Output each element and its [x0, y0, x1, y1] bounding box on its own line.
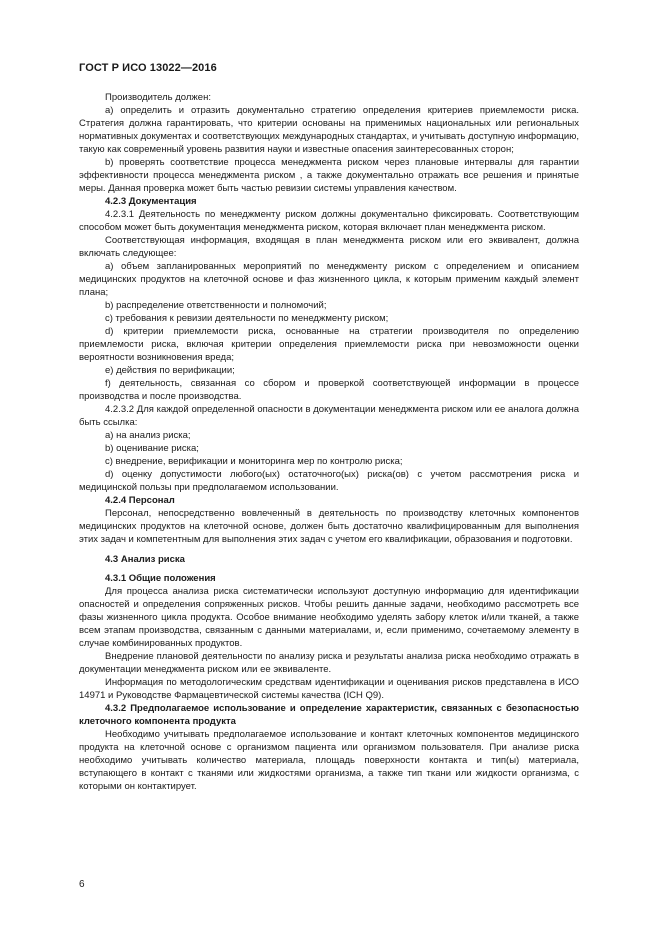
paragraph: Соответствующая информация, входящая в план менеджмента риском или его эквивалент, должна включать следующее:	[79, 235, 579, 259]
page-number: 6	[79, 879, 85, 890]
paragraph: d) оценку допустимости любого(ых) остаточного(ых) риска(ов) с учетом рассмотрения риска и медицинской пользы при предполагаемом использовании.	[79, 469, 579, 493]
paragraph: a) на анализ риска;	[105, 430, 191, 441]
paragraph: c) внедрение, верификации и мониторинга мер по контролю риска;	[105, 456, 403, 467]
paragraph: Информация по методологическим средствам идентификации и оценивания рисков представлена в ИСО 14971 и Руководстве Фармацевтической системы качества (ICH Q9).	[79, 677, 579, 701]
document-body	[79, 91, 579, 793]
paragraph: Внедрение плановой деятельности по анализу риска и результаты анализа риска необходимо отражать в документации менеджмента риском или ее эквиваленте.	[79, 651, 579, 675]
paragraph: 4.2.3.1 Деятельность по менеджменту риском должны документально фиксировать. Соответствующим способом может быть документация менеджмента риском, которая включает план менеджмента риском.	[79, 209, 579, 233]
paragraph: c) требования к ревизии деятельности по менеджменту риском;	[105, 313, 389, 324]
section-heading: 4.3.1 Общие положения	[105, 573, 216, 584]
paragraph: d) критерии приемлемости риска, основанные на стратегии производителя по определению приемлемости риска, включая критерии определения приемлемости риска при невозможности оценки вероятности возникновения вреда;	[79, 326, 579, 363]
section-heading: 4.3 Анализ риска	[105, 554, 185, 565]
paragraph: 4.2.3.2 Для каждой определенной опасности в документации менеджмента риском или ее аналога должна быть ссылка:	[79, 404, 579, 428]
paragraph: e) действия по верификации;	[105, 365, 235, 376]
paragraph: b) проверять соответствие процесса менеджмента риском через плановые интервалы для гарантии эффективности процесса менеджмента риском , а также документально отражать все решения и принятые меры. Данная проверка может быть частью ревизии системы управления качеством.	[79, 157, 579, 194]
section-heading: 4.2.3 Документация	[105, 196, 197, 207]
section-heading: 4.3.2 Предполагаемое использование и определение характеристик, связанных с безопасностью клеточного компонента продукта	[79, 703, 579, 727]
section-heading: 4.2.4 Персонал	[105, 495, 175, 506]
paragraph: Для процесса анализа риска систематически используют доступную информацию для идентификации опасностей и определения сопряженных рисков. Чтобы решить данные задачи, необходимо рассмотреть все фазы жизненного цикла продукта. Особое внимание необходимо уделять забору клеток и/или тканей, а также всем этапам производства, связанным с данными материалами, и, если применимо, сочетаемому элементу в случае комбинированных продуктов.	[79, 586, 579, 649]
paragraph: Производитель должен:	[105, 92, 211, 103]
paragraph: Персонал, непосредственно вовлеченный в деятельность по производству клеточных компонентов медицинских продуктов на клеточной основе, должен быть достаточно квалифицированным для выполнения этих задач и компетентным для выполнения этих задач с учетом его квалификации, образования и подготовки.	[79, 508, 579, 545]
document-header: ГОСТ Р ИСО 13022—2016	[79, 62, 217, 74]
paragraph: a) объем запланированных мероприятий по менеджменту риском с определением и описанием медицинских продуктов на клеточной основе и фаз жизненного цикла, к которым применим каждый элемент плана;	[79, 261, 579, 298]
paragraph: b) оценивание риска;	[105, 443, 199, 454]
paragraph: b) распределение ответственности и полномочий;	[105, 300, 327, 311]
paragraph: a) определить и отразить документально стратегию определения критериев приемлемости риска. Стратегия должна гарантировать, что критерии основаны на применимых национальных или региональных нормативных документах и соответствующих международных стандартах, и учитывать доступную информацию, такую как современный уровень развития науки и известные опасения заинтересованных сторон;	[79, 105, 579, 155]
paragraph: f) деятельность, связанная со сбором и проверкой соответствующей информации в процессе производства и после производства.	[79, 378, 579, 402]
paragraph: Необходимо учитывать предполагаемое использование и контакт клеточных компонентов медицинского продукта на клеточной основе с организмом пациента или организмом пользователя. При анализе риска необходимо учитывать количество материала, площадь поверхности контакта и тип(ы) материала, вступающего в контакт с тканями или жидкостями организма, а также тип ткани или жидкости организма, с которыми он контактирует.	[79, 729, 579, 792]
